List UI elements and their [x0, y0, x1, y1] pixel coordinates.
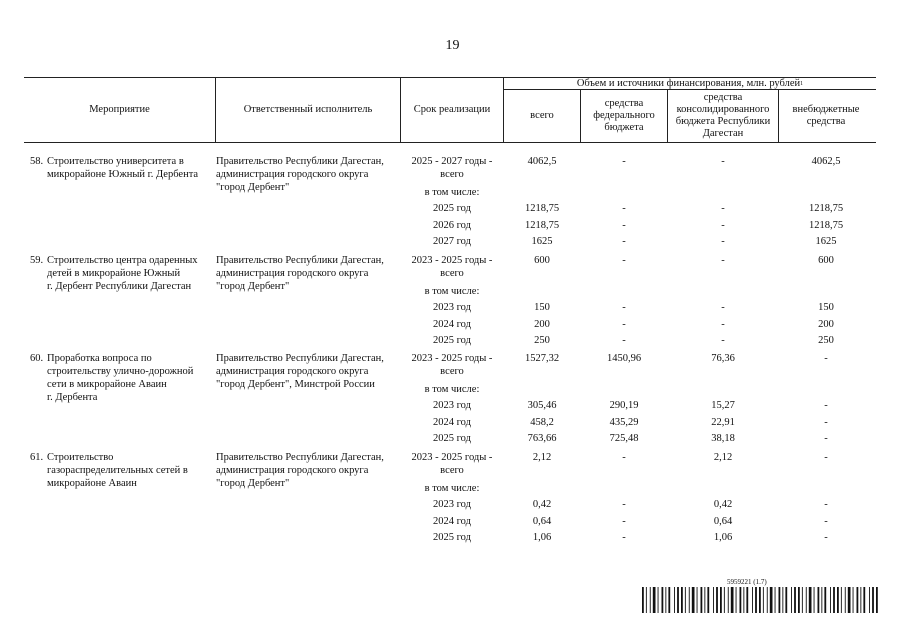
barcode-bar — [731, 587, 734, 613]
header-divider-4 — [580, 89, 581, 142]
event-text: микрорайоне Южный г. Дербента — [47, 169, 199, 180]
barcode-bar — [755, 587, 757, 613]
value-total: 458,2 — [530, 416, 554, 428]
executor-text: администрация городского округа — [216, 268, 369, 279]
value-extra: 1218,75 — [808, 219, 844, 231]
value-extra: - — [824, 353, 828, 364]
value-extra: 1625 — [815, 236, 837, 248]
barcode-bar — [642, 587, 644, 613]
barcode-bar — [692, 587, 695, 613]
value-extra: - — [824, 400, 828, 412]
header-total: всего — [530, 110, 554, 121]
barcode-bar — [872, 587, 874, 613]
value-total: 150 — [534, 302, 550, 314]
value-regional: - — [721, 236, 725, 248]
period-text: 2024 год — [433, 318, 471, 330]
barcode-bar — [863, 587, 865, 613]
period-text: 2027 год — [433, 236, 471, 248]
value-total: 0,42 — [532, 499, 552, 511]
value-regional: - — [721, 318, 725, 330]
header-divider-6 — [778, 89, 779, 142]
value-regional: 1,06 — [713, 532, 733, 544]
executor-text: "город Дербент" — [216, 182, 290, 193]
period-text: в том числе: — [424, 187, 480, 198]
event-text: г. Дербент Республики Дагестан — [47, 281, 192, 292]
row-number: 60. — [30, 353, 44, 364]
barcode-bar — [720, 587, 722, 613]
period-text: в том числе: — [424, 384, 480, 395]
value-federal: - — [622, 255, 626, 266]
executor-text: Правительство Республики Дагестан, — [216, 353, 384, 364]
barcode-bar — [853, 587, 854, 613]
barcode-bar — [697, 587, 698, 613]
executor-text: Правительство Республики Дагестан, — [216, 156, 384, 167]
barcode-bar — [830, 587, 831, 613]
period-text: всего — [440, 268, 464, 279]
event-text: Строительство университета в — [47, 156, 184, 167]
value-regional: - — [721, 156, 725, 167]
value-regional: - — [721, 255, 725, 266]
value-regional: 0,64 — [713, 515, 733, 527]
value-total: 763,66 — [527, 433, 557, 445]
value-regional: - — [721, 302, 725, 314]
executor-text: администрация городского округа — [216, 366, 369, 377]
barcode-bar — [857, 587, 859, 613]
barcode-bar — [833, 587, 835, 613]
barcode-bar — [668, 587, 670, 613]
value-total: 305,46 — [527, 400, 557, 412]
executor-text: Правительство Республики Дагестан, — [216, 255, 384, 266]
barcode-bar — [704, 587, 705, 613]
period-text: в том числе: — [424, 483, 480, 494]
event-text: газораспределительных сетей в — [47, 465, 188, 476]
period-text: 2025 - 2027 годы - — [411, 156, 493, 167]
barcode-bar — [809, 587, 812, 613]
barcode-bar — [806, 587, 807, 613]
value-total: 600 — [534, 255, 550, 266]
barcode-bar — [759, 587, 761, 613]
event-text: строительству улично-дорожной — [47, 366, 194, 377]
header-event: Мероприятие — [89, 104, 150, 115]
value-total: 0,64 — [532, 515, 552, 527]
barcode-bar — [869, 587, 870, 613]
barcode-bar — [746, 587, 748, 613]
value-total: 1218,75 — [524, 219, 560, 231]
event-text: Проработка вопроса по — [47, 353, 152, 364]
header-extra: внебюджетные средства — [792, 104, 860, 127]
executor-text: "город Дербент", Минстрой России — [216, 379, 375, 390]
barcode-image — [642, 587, 878, 613]
period-text: 2023 - 2025 годы - — [411, 353, 493, 364]
value-regional: - — [721, 335, 725, 347]
value-regional: 38,18 — [711, 433, 735, 445]
barcode-bar — [775, 587, 776, 613]
value-federal: - — [622, 318, 626, 330]
header-period: Срок реализации — [413, 104, 491, 115]
barcode-bar — [650, 587, 651, 613]
period-text: всего — [440, 169, 464, 180]
value-federal: - — [622, 335, 626, 347]
header-federal: средства федерального бюджета — [593, 98, 655, 133]
value-regional: - — [721, 203, 725, 215]
barcode-bar — [845, 587, 846, 613]
barcode-bar — [689, 587, 690, 613]
barcode-bar — [841, 587, 842, 613]
value-regional: 15,27 — [711, 400, 735, 412]
value-federal: 1450,96 — [606, 353, 642, 364]
document-code: 5959221 (1.7) — [727, 578, 767, 586]
barcode-bar — [798, 587, 800, 613]
barcode-bar — [701, 587, 703, 613]
value-extra: - — [824, 416, 828, 428]
value-federal: - — [622, 515, 626, 527]
value-total: 1527,32 — [524, 353, 560, 364]
value-extra: 200 — [818, 318, 834, 330]
value-extra: - — [824, 499, 828, 511]
row-number: 61. — [30, 452, 44, 463]
period-text: 2023 - 2025 годы - — [411, 255, 493, 266]
executor-text: "город Дербент" — [216, 281, 290, 292]
page-number: 19 — [445, 38, 460, 53]
period-text: в том числе: — [424, 286, 480, 297]
barcode-bar — [716, 587, 718, 613]
value-extra: 1218,75 — [808, 203, 844, 215]
barcode-bar — [752, 587, 753, 613]
header-funding-group: Объем и источники финансирования, млн. рублей 1 — [576, 77, 804, 89]
barcode-bar — [685, 587, 686, 613]
value-total: 2,12 — [532, 452, 552, 463]
event-text: микрорайоне Аваин — [47, 478, 137, 489]
value-extra: 150 — [818, 302, 834, 314]
barcode-bar — [848, 587, 851, 613]
barcode-bar — [821, 587, 822, 613]
event-text: детей в микрорайоне Южный — [47, 268, 181, 279]
value-federal: - — [622, 532, 626, 544]
header-regional: средства консолидированного бюджета Республики Дагестан — [675, 92, 771, 139]
period-text: 2023 год — [433, 302, 471, 314]
barcode-bar — [658, 587, 659, 613]
period-text: всего — [440, 366, 464, 377]
value-total: 200 — [534, 318, 550, 330]
value-federal: - — [622, 236, 626, 248]
barcode-bar — [779, 587, 781, 613]
period-text: 2026 год — [433, 219, 471, 231]
period-text: 2024 год — [433, 416, 471, 428]
value-federal: - — [622, 452, 626, 463]
barcode-bar — [763, 587, 764, 613]
barcode-bar — [770, 587, 773, 613]
barcode-bar — [814, 587, 815, 613]
value-federal: - — [622, 499, 626, 511]
period-text: 2023 год — [433, 400, 471, 412]
row-number: 59. — [30, 255, 44, 266]
period-text: всего — [440, 465, 464, 476]
value-extra: 250 — [818, 335, 834, 347]
value-total: 4062,5 — [527, 156, 557, 167]
barcode-bar — [743, 587, 744, 613]
value-extra: - — [824, 515, 828, 527]
barcode-bar — [782, 587, 783, 613]
executor-text: "город Дербент" — [216, 478, 290, 489]
barcode-bar — [662, 587, 664, 613]
barcode-bar — [860, 587, 861, 613]
header-executor: Ответственный исполнитель — [243, 104, 373, 115]
barcode-bar — [824, 587, 826, 613]
value-federal: - — [622, 302, 626, 314]
barcode-bar — [713, 587, 714, 613]
value-total: 1,06 — [532, 532, 552, 544]
value-regional: 76,36 — [711, 353, 735, 364]
value-federal: - — [622, 203, 626, 215]
value-federal: - — [622, 219, 626, 231]
barcode-bar — [736, 587, 737, 613]
value-regional: 2,12 — [713, 452, 733, 463]
value-regional: 22,91 — [711, 416, 735, 428]
barcode-bar — [665, 587, 666, 613]
barcode-bar — [876, 587, 878, 613]
value-extra: - — [824, 452, 828, 463]
barcode-bar — [818, 587, 820, 613]
executor-text: администрация городского округа — [216, 465, 369, 476]
barcode-bar — [728, 587, 729, 613]
barcode-bar — [791, 587, 792, 613]
value-federal: 435,29 — [609, 416, 639, 428]
barcode-bar — [646, 587, 647, 613]
barcode-bar — [674, 587, 675, 613]
barcode-bar — [724, 587, 725, 613]
value-federal: - — [622, 156, 626, 167]
barcode-bar — [767, 587, 768, 613]
header-bottom-rule — [24, 142, 876, 143]
barcode-bar — [707, 587, 709, 613]
period-text: 2024 год — [433, 515, 471, 527]
value-extra: 4062,5 — [811, 156, 841, 167]
barcode-bar — [681, 587, 683, 613]
barcode-bar — [837, 587, 839, 613]
value-regional: - — [721, 219, 725, 231]
event-text: сети в микрорайоне Аваин — [47, 379, 167, 390]
event-text: г. Дербента — [47, 392, 98, 403]
barcode-bar — [740, 587, 742, 613]
period-text: 2025 год — [433, 203, 471, 215]
barcode-bar — [794, 587, 796, 613]
barcode-bar — [677, 587, 679, 613]
period-text: 2025 год — [433, 335, 471, 347]
value-federal: 290,19 — [609, 400, 639, 412]
value-total: 250 — [534, 335, 550, 347]
value-extra: - — [824, 532, 828, 544]
executor-text: Правительство Республики Дагестан, — [216, 452, 384, 463]
value-total: 1625 — [531, 236, 553, 248]
event-text: Строительство центра одаренных — [47, 255, 198, 266]
period-text: 2023 - 2025 годы - — [411, 452, 493, 463]
row-number: 58. — [30, 156, 44, 167]
period-text: 2025 год — [433, 433, 471, 445]
barcode-bar — [802, 587, 803, 613]
event-text: Строительство — [47, 452, 114, 463]
period-text: 2025 год — [433, 532, 471, 544]
value-total: 1218,75 — [524, 203, 560, 215]
barcode-bar — [653, 587, 656, 613]
executor-text: администрация городского округа — [216, 169, 369, 180]
value-extra: 600 — [818, 255, 834, 266]
value-regional: 0,42 — [713, 499, 733, 511]
period-text: 2023 год — [433, 499, 471, 511]
header-funding-group-text: Объем и источники финансирования, млн. рублей — [576, 77, 801, 89]
barcode-bar — [785, 587, 787, 613]
value-federal: 725,48 — [609, 433, 639, 445]
value-extra: - — [824, 433, 828, 445]
